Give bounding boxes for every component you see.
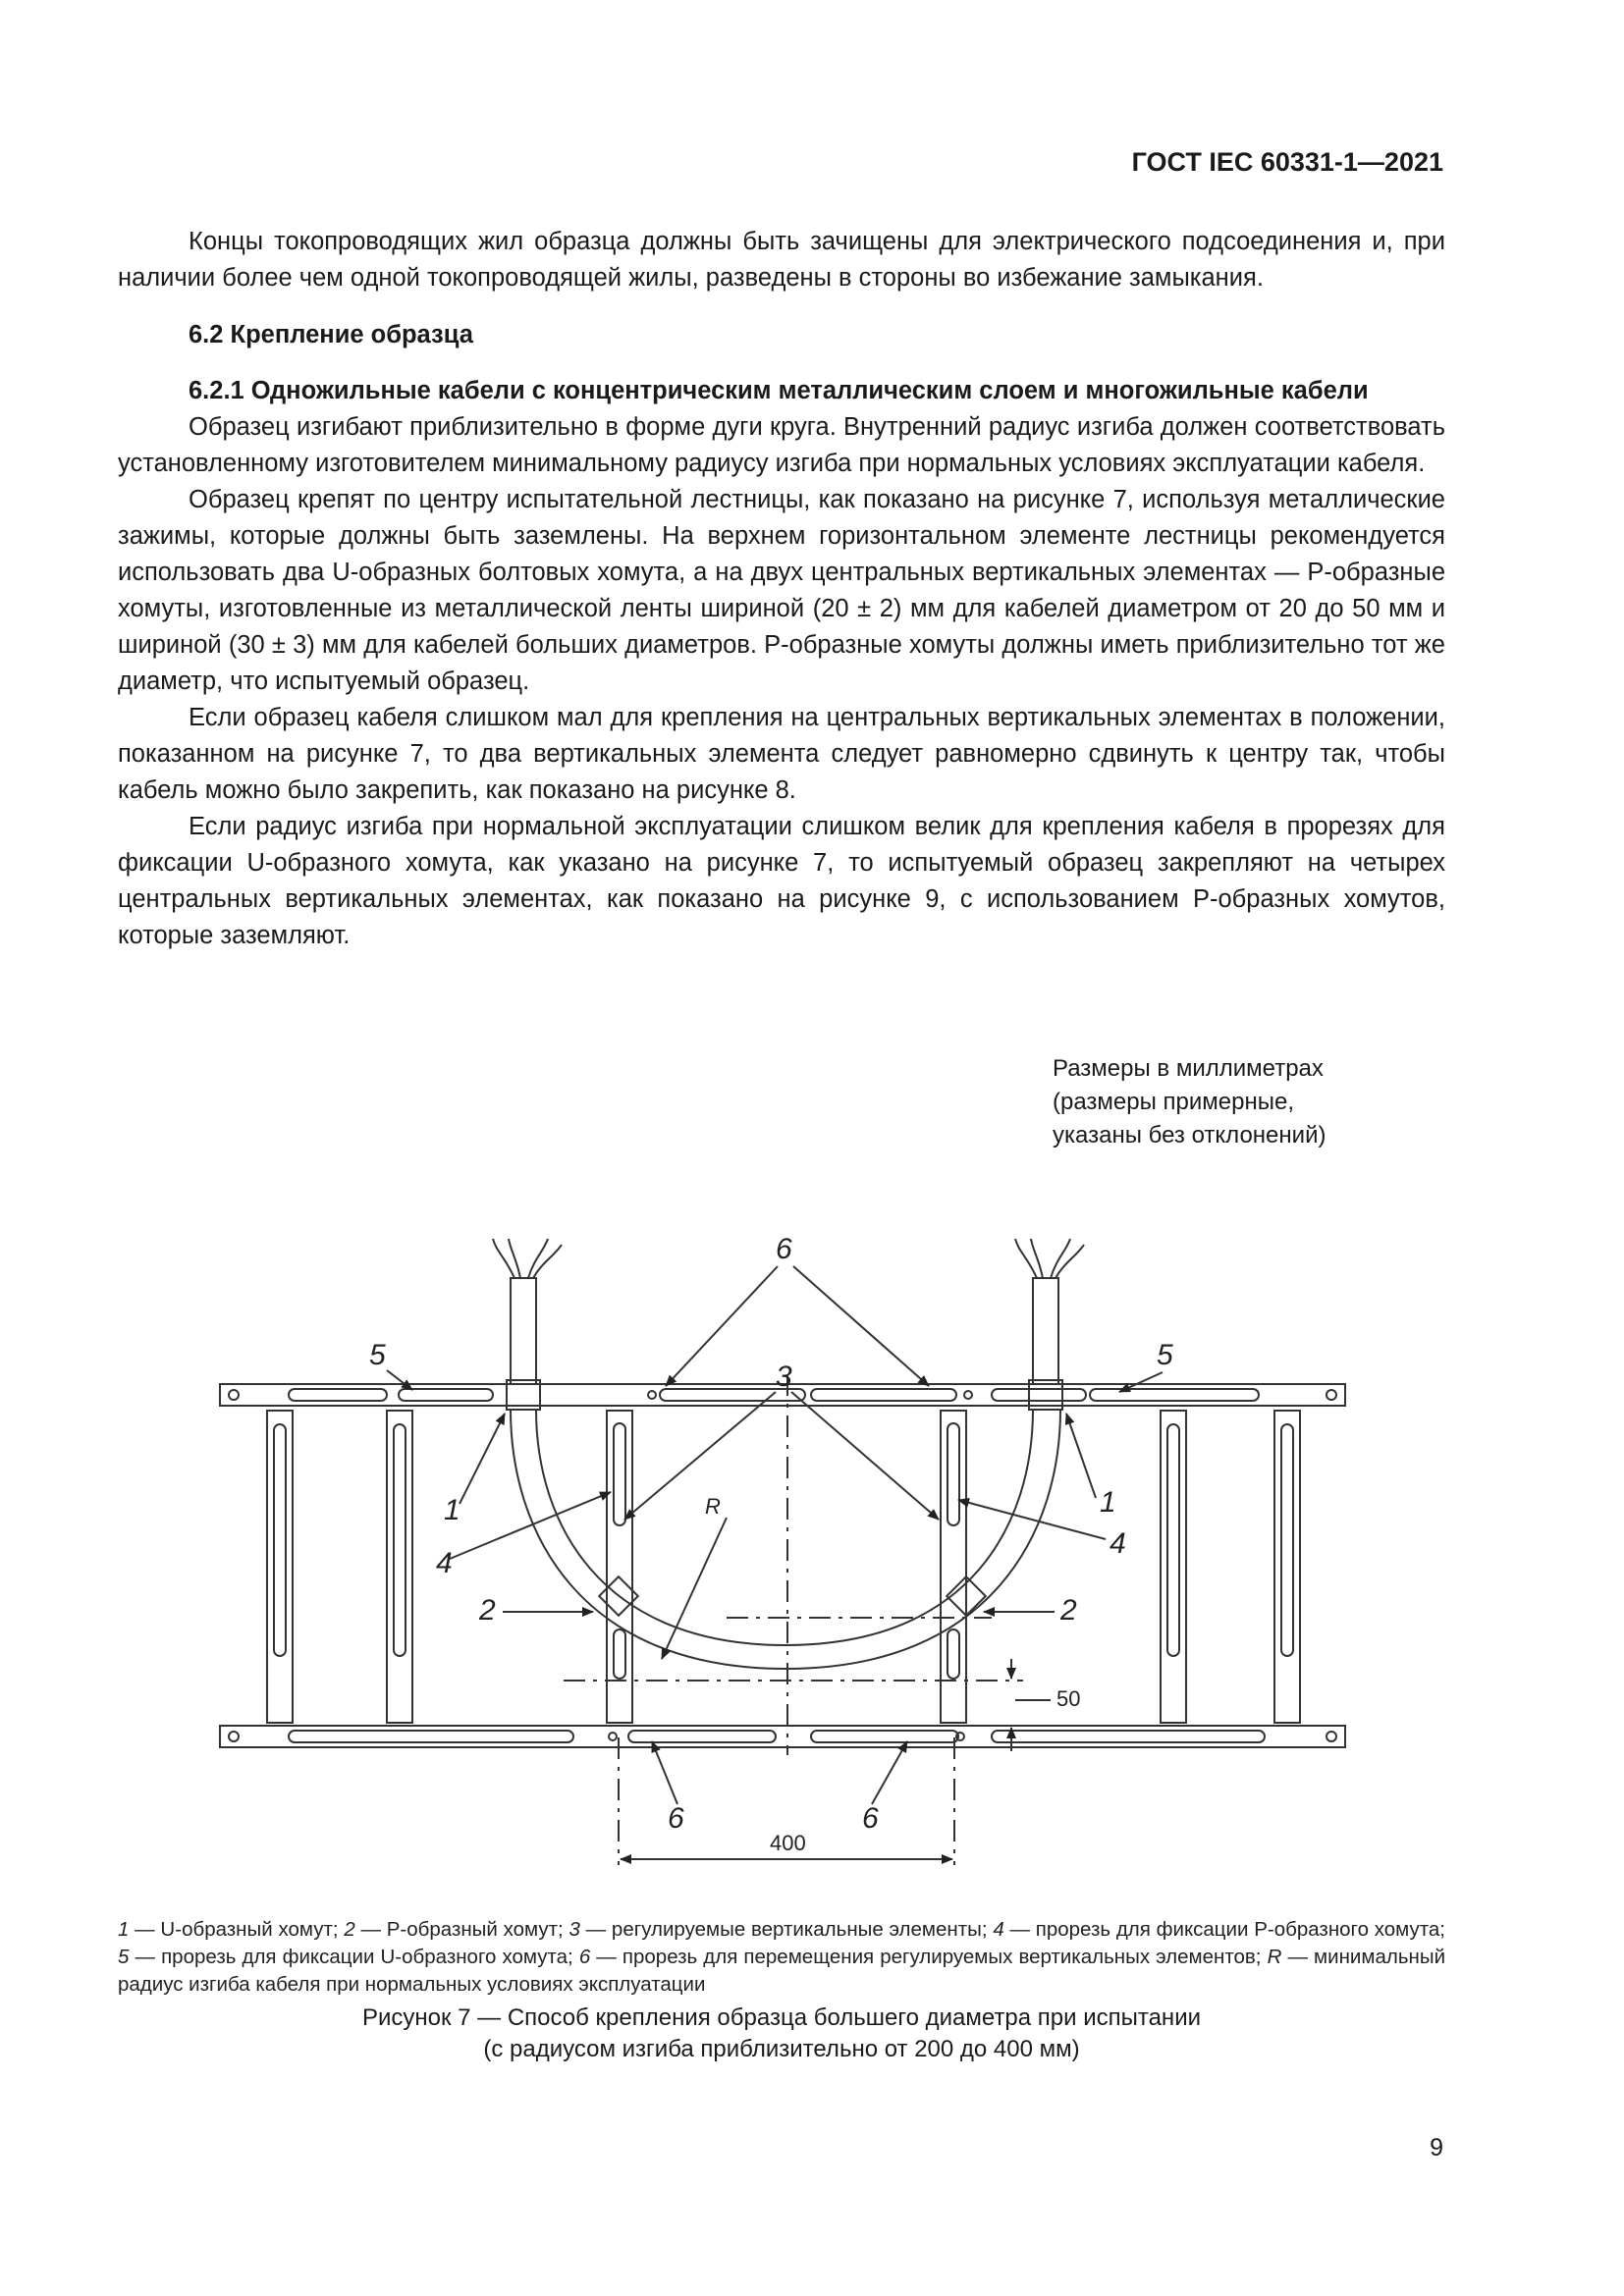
dim-50: 50 xyxy=(1056,1686,1081,1711)
figure-caption: Рисунок 7 — Способ крепления образца большего диаметра при испытании (с радиусом изгиба приблизительно от 200 до 400 мм) xyxy=(361,2004,1201,2062)
label-R: R xyxy=(705,1494,721,1519)
p-clamp-slot xyxy=(947,1423,959,1525)
vertical-member xyxy=(1161,1411,1186,1723)
label-3: 3 xyxy=(776,1361,792,1393)
vertical-slot xyxy=(394,1424,406,1656)
p-clamp-slot xyxy=(614,1423,625,1525)
label-1-right: 1 xyxy=(1100,1486,1116,1519)
paragraph: Образец крепят по центру испытательной лестницы, как показано на рисунке 7, используя металлические зажимы, которые должны быть заземлены. На верхнем горизонтальном элементе лестницы рекомендуется использовать два U-образных болтовых хомута, а на двух центральных вертикальных элементах — P-образные хомуты, изготовленные из металлической ленты шириной (20 ± 2) мм для кабелей диаметром от 20 до 50 мм и шириной (30 ± 3) мм для кабелей больших диаметров. P-образные хомуты должны иметь приблизительно тот же диаметр, что испытуемый образец. xyxy=(118,486,1445,695)
vertical-member xyxy=(267,1411,293,1723)
cable-wire xyxy=(509,1239,520,1278)
paragraph: Образец изгибают приблизительно в форме дуги круга. Внутренний радиус изгиба должен соответствовать установленному изготовителем минимальному радиусу изгиба при нормальных условиях эксплуатации кабеля. xyxy=(118,413,1445,477)
paragraph: Если образец кабеля слишком мал для крепления на центральных вертикальных элементах в положении, показанном на рисунке 7, то два вертикальных элемента следует равномерно сдвинуть к центру так, чтобы кабель можно было закрепить, как показано на рисунке 8. xyxy=(118,704,1445,804)
rung-hole xyxy=(609,1733,617,1740)
leader-3-right xyxy=(791,1392,939,1520)
vertical-slot xyxy=(947,1629,959,1679)
figure-legend: 1 — U-образный хомут; 2 — P-образный хомут; 3 — регулируемые вертикальные элементы; 4 — прорезь для фиксации P-образного хомута; 5 — прорезь для фиксации U-образного хомута; 6 — прорезь для перемещения регулируемых вертикальных элементов; R — минимальный радиус изгиба кабеля при нормальных условиях эксплуатации xyxy=(118,1918,1446,1996)
vertical-slot xyxy=(1167,1424,1179,1656)
leader-6-top-right xyxy=(793,1266,929,1386)
rung-hole xyxy=(648,1391,656,1399)
leader-4-right xyxy=(958,1500,1106,1539)
leader-5-left xyxy=(387,1370,412,1390)
label-4-right: 4 xyxy=(1110,1527,1126,1560)
label-4-left: 4 xyxy=(436,1547,453,1579)
cable-wire xyxy=(1056,1245,1084,1278)
dimensions-note: Размеры в миллиметрах (размеры примерные, указаны без отклонений) xyxy=(1053,1055,1326,1148)
section-heading: 6.2 Крепление образца xyxy=(189,321,473,348)
rung-hole xyxy=(964,1391,972,1399)
page-number: 9 xyxy=(1430,2134,1443,2162)
leader-4-left xyxy=(450,1492,611,1559)
leader-R xyxy=(662,1518,727,1659)
label-6-top: 6 xyxy=(776,1233,792,1265)
u-clamp-slot xyxy=(992,1389,1086,1401)
label-6-bottom-right: 6 xyxy=(862,1802,879,1835)
dim-400: 400 xyxy=(770,1831,806,1855)
paragraph: Если радиус изгиба при нормальной эксплуатации слишком велик для крепления кабеля в прорезях для фиксации U-образного хомута, как указано на рисунке 7, то испытуемый образец закрепляют на четырех центральных вертикальных элементах, как показано на рисунке 9, с использованием P-образных хомутов, которые заземляют. xyxy=(118,813,1445,949)
u-clamp-slot xyxy=(399,1389,493,1401)
adjust-slot xyxy=(289,1731,573,1742)
figure-drawing xyxy=(220,1239,1345,1865)
label-1-left: 1 xyxy=(444,1494,460,1526)
leader-1-right xyxy=(1066,1414,1096,1498)
label-5-left: 5 xyxy=(369,1339,386,1371)
adjustable-vertical-member xyxy=(607,1411,632,1723)
vertical-member xyxy=(387,1411,412,1723)
rung-hole xyxy=(229,1732,239,1741)
figure-labels xyxy=(369,1233,1173,1835)
label-5-right: 5 xyxy=(1157,1339,1173,1371)
label-2-left: 2 xyxy=(479,1594,496,1627)
label-2-right: 2 xyxy=(1060,1594,1077,1627)
dimension-labels xyxy=(770,1686,1080,1855)
cable-wire xyxy=(533,1245,562,1278)
subsection-heading: 6.2.1 Одножильные кабели с концентрическим металлическим слоем и многожильные кабели xyxy=(189,377,1369,404)
leader-6-top-left xyxy=(666,1266,778,1386)
u-clamp-slot xyxy=(289,1389,387,1401)
adjust-slot xyxy=(992,1731,1265,1742)
vertical-slot xyxy=(274,1424,286,1656)
adjustable-vertical-member xyxy=(941,1411,966,1723)
leader-6-bottom-right xyxy=(872,1741,907,1804)
bottom-rung xyxy=(220,1726,1345,1747)
cable-wire xyxy=(493,1239,514,1278)
cable-end xyxy=(511,1278,536,1384)
u-clamp-slot xyxy=(811,1389,956,1401)
u-clamp-slot xyxy=(1090,1389,1259,1401)
adjust-slot xyxy=(628,1731,776,1742)
cable-end xyxy=(1033,1278,1058,1384)
vertical-member xyxy=(1274,1411,1300,1723)
label-6-bottom-left: 6 xyxy=(668,1802,684,1835)
leader-6-bottom-left xyxy=(652,1741,677,1804)
vertical-slot xyxy=(614,1629,625,1679)
cable-wire xyxy=(1031,1239,1043,1278)
leader-3-left xyxy=(624,1392,776,1520)
cable-outer xyxy=(511,1410,1060,1669)
rung-hole xyxy=(1326,1390,1336,1400)
document-standard-number: ГОСТ IEC 60331-1—2021 xyxy=(1131,147,1443,177)
adjust-slot xyxy=(811,1731,958,1742)
paragraph: Концы токопроводящих жил образца должны быть зачищены для электрического подсоединения и, при наличии более чем одной токопроводящей жилы, разведены в стороны во избежание замыкания. xyxy=(118,228,1445,292)
cable-wire xyxy=(1015,1239,1037,1278)
vertical-slot xyxy=(1281,1424,1293,1656)
rung-hole xyxy=(1326,1732,1336,1741)
rung-hole xyxy=(229,1390,239,1400)
leader-1-left xyxy=(460,1414,505,1504)
